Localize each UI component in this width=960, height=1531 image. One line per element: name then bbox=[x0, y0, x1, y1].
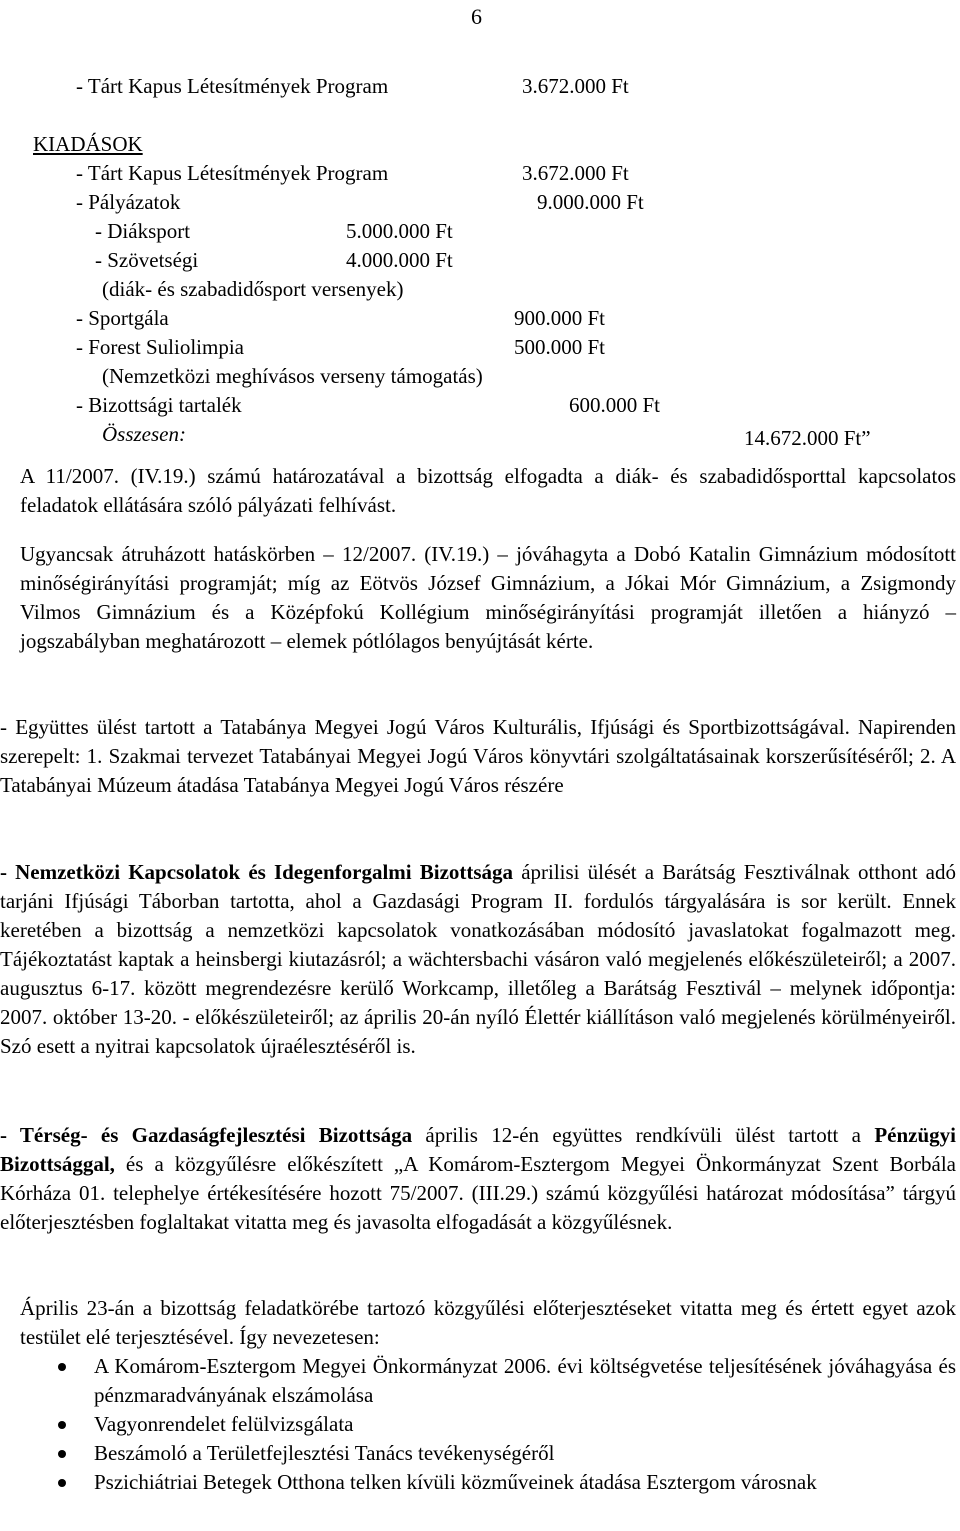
paragraph-april-23: Április 23-án a bizottság feladatkörébe tartozó közgyűlési előterjesztéseket vitatta meg és értett egyet azok testület elé terjesztésével. Így nevezetesen: bbox=[20, 1296, 956, 1349]
expense-label: - Szövetségi bbox=[95, 248, 199, 272]
bullet-icon bbox=[58, 1450, 66, 1458]
list-item-text: Pszichiátriai Betegek Otthona telken kívüli közműveinek átadása Esztergom városnak bbox=[94, 1470, 817, 1494]
paragraph-development-committee bbox=[0, 1121, 956, 1237]
kiadasok-heading: KIADÁSOK bbox=[33, 132, 143, 156]
page-number: 6 bbox=[471, 4, 482, 29]
paragraph-approval: Ugyancsak átruházott hatáskörben – 12/2007. (IV.19.) – jóváhagyta a Dobó Katalin Gimnázium módosított minőségirányítási programját; míg az Eötvös József Gimnázium, a Jókai Mór Gimnázium, a Zsigmondy Vilmos Gimnázium és a Középfokú Kollégium minőségirányítási programját illetően a hiányzó – jogszabályban meghatározott – elemek pótlólagos benyújtását kérte. bbox=[20, 542, 956, 653]
expense-label: - Diáksport bbox=[95, 219, 191, 243]
bullet-icon bbox=[58, 1479, 66, 1487]
expense-label: - Sportgála bbox=[76, 306, 169, 330]
paragraph-text: és a közgyűlésre előkészített „A Komárom-Esztergom Megyei Önkormányzat Szent Borbála Kórháza 01. telephelye értékesítésére hozott 75/2007. (III.29.) számú közgyűlési határozat módosítása” tárgyú előterjesztésben foglaltakat vitatta meg és javasolta elfogadását a közgyűlésnek. bbox=[0, 1152, 956, 1234]
paragraph-text: áprilisi ülését a Barátság Fesztiválnak otthont adó tarjáni Ifjúsági Táborban tartotta, ahol a Gazdasági Program II. fordulós tárgyalására is sor került. Ennek keretében a bizottság a nemzetközi kapcsolatok vonatkozásában módosító javaslatokat fogalmazott meg. Tájékoztatást kaptak a heinsbergi kiutazásról; a wächtersbachi vásáron való megjelenés előkészületeiről; a 2007. augusztus 6-17. között megrendezésre kerülő Workcamp, illetőleg a Barátság Fesztivál – melynek időpontja: 2007. október 13-20. - előkészületeiről; az április 20-án nyíló Élettér kiállításon való megjelenés körülményeiről. Szó esett a nyitrai kapcsolatok újraélesztéséről is. bbox=[0, 860, 957, 1058]
list-item bbox=[20, 1352, 956, 1410]
expense-amount: 5.000.000 Ft bbox=[346, 219, 453, 243]
expense-amount: 500.000 Ft bbox=[514, 335, 606, 359]
committee-name: Pénzügyi Bizottsággal, bbox=[0, 1123, 956, 1176]
expense-label: - Tárt Kapus Létesítmények Program bbox=[76, 161, 389, 185]
committee-name: - Nemzetközi Kapcsolatok és Idegenforgalmi Bizottsága bbox=[0, 860, 514, 884]
bullet-icon bbox=[58, 1421, 66, 1429]
list-item-text: Beszámoló a Területfejlesztési Tanács tevékenységéről bbox=[94, 1441, 555, 1465]
expense-label: - Forest Suliolimpia bbox=[76, 335, 244, 359]
expense-amount: 600.000 Ft bbox=[569, 393, 661, 417]
intro-line-label: - Tárt Kapus Létesítmények Program bbox=[76, 74, 389, 98]
expense-note: (diák- és szabadidősport versenyek) bbox=[102, 277, 404, 301]
expense-amount: 900.000 Ft bbox=[514, 306, 606, 330]
list-item bbox=[20, 1468, 956, 1497]
expense-label: - Pályázatok bbox=[76, 190, 181, 214]
total-label: Összesen: bbox=[102, 422, 186, 446]
list-item-text: A Komárom-Esztergom Megyei Önkormányzat 2006. évi költségvetése teljesítésének jóváhagyása és pénzmaradványának elszámolása bbox=[94, 1354, 956, 1407]
paragraph-resolution: A 11/2007. (IV.19.) számú határozatával a bizottság elfogadta a diák- és szabadidősporttal kapcsolatos feladatok ellátására szóló pályázati felhívást. bbox=[20, 464, 956, 517]
expense-note: (Nemzetközi meghívásos verseny támogatás) bbox=[102, 364, 483, 388]
bullet-icon bbox=[58, 1363, 66, 1371]
paragraph-joint-session: - Együttes ülést tartott a Tatabánya Megyei Jogú Város Kulturális, Ifjúsági és Sportbizottságával. Napirenden szerepelt: 1. Szakmai tervezet Tatabányai Megyei Jogú Város könyvtári szolgáltatásainak korszerűsítéséről; 2. A Tatabányai Múzeum átadása Tatabánya Megyei Jogú Város részére bbox=[0, 715, 956, 797]
expense-amount: 3.672.000 Ft bbox=[522, 161, 629, 185]
paragraph-international-committee bbox=[0, 858, 956, 1061]
expense-amount: 4.000.000 Ft bbox=[346, 248, 453, 272]
expense-amount: 9.000.000 Ft bbox=[537, 190, 644, 214]
list-item bbox=[20, 1410, 956, 1439]
intro-line-amount: 3.672.000 Ft bbox=[522, 74, 629, 98]
committee-name: - Térség- és Gazdaságfejlesztési Bizottsága bbox=[0, 1123, 413, 1147]
expense-label: - Bizottsági tartalék bbox=[76, 393, 242, 417]
agenda-list bbox=[20, 1352, 956, 1497]
list-item-text: Vagyonrendelet felülvizsgálata bbox=[94, 1412, 354, 1436]
list-item bbox=[20, 1439, 956, 1468]
total-amount: 14.672.000 Ft” bbox=[744, 426, 871, 450]
paragraph-text: április 12-én együttes rendkívüli ülést tartott a bbox=[412, 1123, 875, 1147]
